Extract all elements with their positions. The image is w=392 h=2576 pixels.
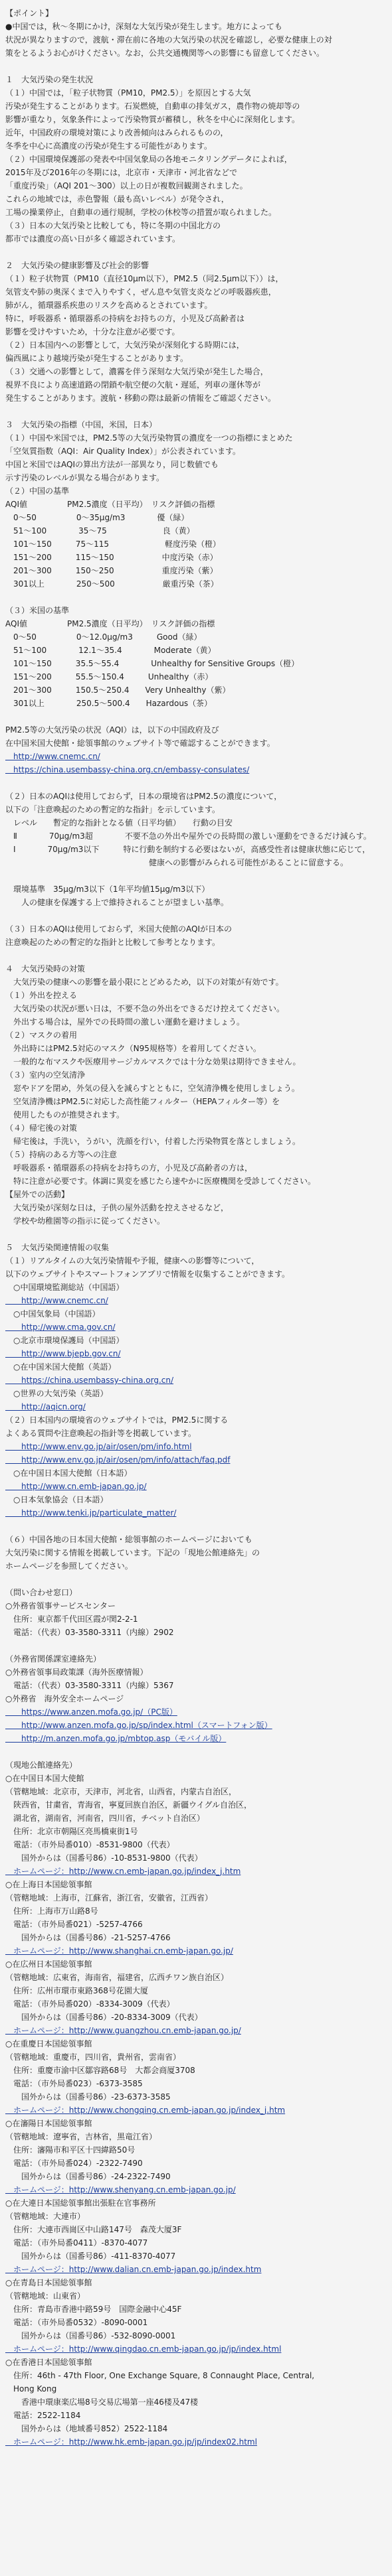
text-line: 以下の「注意喚起のための暫定的な指針」を示しています。 xyxy=(5,805,221,814)
text-line: ○外務省領事局政策課（海外医療情報） xyxy=(5,1668,148,1677)
url-link-line[interactable]: ホームページ：http://www.chongqing.cn.emb-japan.go.jp/index_j.htm xyxy=(5,2106,286,2115)
text-line: 都市では濃度の高い日が多く確認されています。 xyxy=(5,234,181,244)
url-link-line[interactable]: http://www.bjepb.gov.cn/ xyxy=(5,1349,121,1358)
text-line: 影響を受けやすいため，十分な注意が必要です。 xyxy=(5,327,180,336)
text-line: 151～200 55.5～150.4 Unhealthy（赤） xyxy=(5,672,213,681)
text-line: 在中国米国大使館・総領事館のウェブサイト等で確認することができます。 xyxy=(5,739,275,748)
text-line: （５）持病のある方等への注意 xyxy=(5,1150,118,1159)
text-line: 2015年及び2016年の冬期には，北京市・天津市・河北省などで xyxy=(5,168,238,177)
text-line: 国外からは（国番号86）-532-8090-0001 xyxy=(5,2331,176,2340)
text-line: （３）日本の大気汚染と比較しても，特に冬期の中国北方の xyxy=(5,221,221,230)
text-line: （２）日本国内への影響として，大気汚染が深刻化する時期には， xyxy=(5,340,245,350)
text-line: （２）中国環境保護部の発表や中国気象局の各地モニタリングデータによれば， xyxy=(5,155,292,164)
text-line: 状況が異なりますので，渡航・滞在前に各地の大気汚染の状況を確認し，必要な健康上の対 xyxy=(5,35,332,44)
text-line: 電話：（市外局番0411）-8370-4077 xyxy=(5,2238,148,2248)
text-line: （１）外出を控える xyxy=(5,991,78,1000)
text-line: 気管支や肺の奥深くまで入りやすく，ぜん息や気管支炎などの呼吸器疾患， xyxy=(5,287,276,297)
text-line: よくある質問や注意喚起の指針等を掲載しています。 xyxy=(5,1429,197,1438)
text-line: 帰宅後は，手洗い，うがい，洗顔を行い，付着した汚染物質を落としましょう。 xyxy=(5,1137,301,1146)
text-line: 視界不良により高速道路の閉鎖や航空便の欠航・遅延，列車の運休等が xyxy=(5,380,261,390)
text-line: 住所：重慶市渝中区鄒容路68号 大都会商厦3708 xyxy=(5,2066,195,2075)
text-line: （管轄地域：重慶市，四川省，貴州省，雲南省） xyxy=(5,2052,181,2062)
text-line: 電話：2522-1184 xyxy=(5,2411,81,2420)
text-line: ○在瀋陽日本国総領事館 xyxy=(5,2119,92,2128)
url-link-line[interactable]: http://www.cma.gov.cn/ xyxy=(5,1323,116,1332)
text-line: （３）米国の基準 xyxy=(5,606,70,615)
text-line: 電話：（市外局番010）-8531-9800（代表） xyxy=(5,1840,175,1849)
text-line: （３）日本のAQIは使用しておらず，米国大使館のAQIが日本の xyxy=(5,924,233,934)
text-line: Ⅱ 70μg/m3超 不要不急の外出や屋外での長時間の激しい運動をできるだけ減らす。 xyxy=(5,831,371,841)
text-line: 201～300 150～250 重度汚染（紫） xyxy=(5,566,218,575)
blank-line xyxy=(5,869,383,883)
text-line: ○在上海日本国総領事館 xyxy=(5,1880,92,1889)
text-line: ４ 大気汚染時の対策 xyxy=(5,964,86,973)
text-line: 51～100 35～75 良（黄） xyxy=(5,526,195,536)
text-line: 注意喚起のための暫定的な指針と比較して参考となります。 xyxy=(5,938,221,947)
text-line: ５ 大気汚染関連情報の収集 xyxy=(5,1243,110,1252)
text-line: ○在大連日本国総領事館出張駐在官事務所 xyxy=(5,2198,156,2208)
text-line: 影響が重なり，気象条件によって汚染物質が蓄積し，秋冬を中心に深刻化します。 xyxy=(5,115,300,124)
text-line: ○外務省領事サービスセンター xyxy=(5,1601,116,1610)
blank-line xyxy=(5,909,383,922)
url-link-line[interactable]: ホームページ：http://www.guangzhou.cn.emb-japan.go.jp/ xyxy=(5,2026,241,2035)
text-line: 101～150 35.5～55.4 Unhealthy for Sensitive Groups（橙） xyxy=(5,659,300,668)
url-link-line[interactable]: https://www.anzen.mofa.go.jp/（PC版） xyxy=(5,1707,177,1717)
text-line: 住所：瀋陽市和平区十四緯路50号 xyxy=(5,2145,136,2155)
text-line: ○在青島日本国総領事館 xyxy=(5,2278,92,2287)
text-line: （１）中国や米国では，PM2.5等の大気汚染物質の濃度を一つの指標にまとめた xyxy=(5,433,293,443)
text-line: ○在香港日本国総領事館 xyxy=(5,2358,92,2367)
text-line: 大気汚染の健康への影響を最小限にとどめるため，以下の対策が有効です。 xyxy=(5,977,284,987)
text-line: （管轄地域：山東省） xyxy=(5,2291,86,2301)
text-line: 「空気質指数（AQI：Air Quality Index）」が公表されています。 xyxy=(5,447,241,456)
text-line: 偏西風により越境汚染が発生することがあります。 xyxy=(5,354,189,363)
text-line: AQI値 PM2.5濃度（日平均） リスク評価の指標 xyxy=(5,619,215,628)
text-line: 特に，呼吸器系・循環器系の持病をお持ちの方，小児及び高齢者は xyxy=(5,314,245,323)
text-line: （管轄地域：広東省，海南省，福建省，広西チワン族自治区） xyxy=(5,1973,229,1982)
url-link-line[interactable]: http://www.cn.emb-japan.go.jp/ xyxy=(5,1482,147,1491)
text-line: 人の健康を保護する上で維持されることが望ましい基準。 xyxy=(5,898,229,907)
text-line: （２）日本国内の環境省のウェブサイトでは，PM2.5に関する xyxy=(5,1415,229,1425)
text-line: 住所：東京都千代田区霞が関2-2-1 xyxy=(5,1614,138,1624)
text-line: 冬季を中心に高濃度の汚染が発生する可能性があります。 xyxy=(5,141,213,151)
text-line: ●中国では，秋～冬期にかけ，深刻な大気汚染が発生します。地方によっても xyxy=(5,22,283,31)
text-line: 国外からは（国番号86）-20-8334-3009（代表） xyxy=(5,2013,203,2022)
url-link-line[interactable]: ホームページ：http://www.cn.emb-japan.go.jp/index_j.htm xyxy=(5,1867,241,1876)
url-link-line[interactable]: ホームページ：http://www.shanghai.cn.emb-japan.go.jp/ xyxy=(5,1946,233,1956)
text-line: 学校や幼稚園等の指示に従ってください。 xyxy=(5,1216,165,1226)
text-line: （問い合わせ窓口） xyxy=(5,1588,78,1597)
text-line: （管轄地域：遼寧省，吉林省，黒竜江省） xyxy=(5,2132,157,2141)
url-link-line[interactable]: ホームページ：http://www.shenyang.cn.emb-japan.go.jp/ xyxy=(5,2185,236,2194)
text-line: 電話：（市外局番023）-6373-3585 xyxy=(5,2079,143,2088)
url-link-line[interactable]: https://china.usembassy-china.org.cn/embassy-consulates/ xyxy=(5,765,250,774)
text-line: （２）マスクの着用 xyxy=(5,1031,78,1040)
url-link-line[interactable]: ホームページ：http://www.dalian.cn.emb-japan.go.jp/index.htm xyxy=(5,2265,262,2274)
text-line: 電話：（市外局番024）-2322-7490 xyxy=(5,2159,143,2168)
text-line: 住所：46th - 47th Floor, One Exchange Square, 8 Connaught Place, Central, xyxy=(5,2371,315,2380)
text-line: 101～150 75～115 軽度汚染（橙） xyxy=(5,539,221,549)
text-line: 以下のウェブサイトやスマートフォンアプリで情報を収集することができます。 xyxy=(5,1269,290,1279)
text-line: 大気汚染が深刻な日は，子供の屋外活動を控えさせるなど， xyxy=(5,1203,229,1212)
text-line: （４）帰宅後の対策 xyxy=(5,1123,78,1133)
text-line: 呼吸器系・循環器系の持病をお持ちの方，小児及び高齢者の方は， xyxy=(5,1163,253,1173)
text-line: 電話：（市外局番021）-5257-4766 xyxy=(5,1920,143,1929)
text-line: ○在中国日本国大使館（日本語） xyxy=(5,1468,132,1478)
text-line: 近年，中国政府の環境対策により改善傾向はみられるものの， xyxy=(5,128,229,137)
text-line: （３）交通への影響として，濃霧を伴う深刻な大気汚染が発生した場合， xyxy=(5,367,268,376)
text-line: 住所：北京市朝陽区亮馬橋東街1号 xyxy=(5,1827,138,1836)
text-line: 環境基準 35μg/m3以下（1年平均値15μg/m3以下） xyxy=(5,885,210,894)
text-line: これらの地域では，赤色警報（最も高いレベル）が発令され， xyxy=(5,194,229,204)
text-line: 湖北省，湖南省，河南省，四川省，チベット自治区） xyxy=(5,1814,205,1823)
blank-line xyxy=(5,1228,383,1241)
text-line: ○北京市環境保護局（中国語） xyxy=(5,1336,124,1345)
url-link-line[interactable]: http://www.cnemc.cn/ xyxy=(5,752,100,761)
text-line: ○中国環境監測総站（中国語） xyxy=(5,1283,124,1292)
blank-line xyxy=(5,591,383,604)
text-line: 空気清浄機はPM2.5に対応した高性能フィルター（HEPAフィルター等）を xyxy=(5,1097,280,1106)
text-line: 特に注意が必要です。体調に異変を感じたら速やかに医療機関を受診してください。 xyxy=(5,1177,316,1186)
text-line: （２）中国の基準 xyxy=(5,486,70,496)
text-line: ○中国気象局（中国語） xyxy=(5,1309,100,1319)
blank-line xyxy=(5,776,383,790)
text-line: 0～50 0～35μg/m3 優（緑） xyxy=(5,513,189,522)
text-line: 香港中環康楽広場8号交易広場第一座46楼及47楼 xyxy=(5,2397,199,2407)
text-line: 大気汚染の状況が悪い日は，不要不急の外出をできるだけ控えてください。 xyxy=(5,1004,285,1013)
text-line: 一般的な布マスクや医療用サージカルマスクでは十分な効果は期待できません。 xyxy=(5,1057,301,1066)
text-line: （管轄地域：上海市，江蘇省，浙江省，安徽省，江西省） xyxy=(5,1893,213,1902)
text-line: 【屋外での活動】 xyxy=(5,1190,70,1199)
blank-line xyxy=(5,1745,383,1758)
text-line: ○世界の大気汚染（英語） xyxy=(5,1389,108,1398)
text-line: 電話：（市外局番020）-8334-3009（代表） xyxy=(5,1999,175,2009)
text-line: 「重度汚染」（AQI 201～300）以上の日が複数回観測されました。 xyxy=(5,181,248,190)
text-line: ○在中国日本国大使館 xyxy=(5,1774,84,1783)
url-link-line[interactable]: http://www.env.go.jp/air/osen/pm/info.html xyxy=(5,1442,192,1451)
text-line: 国外からは（地域番号852）2522-1184 xyxy=(5,2424,168,2433)
text-line: Hong Kong xyxy=(5,2384,57,2394)
text-line: （外務省関係課室連絡先） xyxy=(5,1654,102,1664)
text-line: 国外からは（国番号86）-23-6373-3585 xyxy=(5,2092,171,2102)
text-line: 電話：（代表）03-3580-3311（内線）5367 xyxy=(5,1681,174,1690)
text-line: 汚染が発生することがあります。石炭燃焼，自動車の排気ガス，農作物の焼却等の xyxy=(5,102,300,111)
text-line: 大気汚染に関する情報を掲載しています。下記の「現地公館連絡先」の xyxy=(5,1548,260,1557)
text-line: 国外からは（国番号86）-24-2322-7490 xyxy=(5,2172,171,2181)
url-link-line[interactable]: ホームページ：http://www.qingdao.cn.emb-japan.go.jp/jp/index.html xyxy=(5,2344,282,2354)
text-line: 【ポイント】 xyxy=(5,9,54,18)
text-line: 住所：上海市万山路8号 xyxy=(5,1906,98,1916)
blank-line xyxy=(5,1573,383,1586)
text-line: 国外からは（国番号86）-10-8531-9800（代表） xyxy=(5,1853,203,1863)
text-line: ○外務省 海外安全ホームページ xyxy=(5,1694,124,1703)
text-line: 発生することがあります。渡航・移動の際は最新の情報をご確認ください。 xyxy=(5,394,276,403)
text-line: ２ 大気汚染の健康影響及び社会的影響 xyxy=(5,261,149,270)
text-line: （２）日本のAQIは使用しておらず，日本の環境省はPM2.5の濃度について， xyxy=(5,792,282,801)
text-line: （６）中国各地の日本国大使館・総領事館のホームページにおいても xyxy=(5,1535,252,1544)
url-link-line[interactable]: http://www.tenki.jp/particulate_matter/ xyxy=(5,1508,177,1518)
text-line: ホームページを参照してください。 xyxy=(5,1561,133,1571)
text-line: （現地公館連絡先） xyxy=(5,1760,78,1770)
text-line: 電話：（代表）03-3580-3311（内線）2902 xyxy=(5,1628,174,1637)
text-line: Ⅰ 70μg/m3以下 特に行動を制約する必要はないが，高感受性者は健康状態に応じて， xyxy=(5,845,371,854)
text-line: 国外からは（国番号86）-21-5257-4766 xyxy=(5,1933,171,1942)
url-link-line[interactable]: ホームページ：http://www.hk.emb-japan.go.jp/jp/index02.html xyxy=(5,2437,257,2447)
text-line: （１）粒子状物質（PM10（直径10μm以下），PM2.5（同2.5μm以下））は， xyxy=(5,274,284,283)
text-line: PM2.5等の大気汚染の状況（AQI）は，以下の中国政府及び xyxy=(5,725,219,735)
text-line: 国外からは（国番号86）-411-8370-4077 xyxy=(5,2252,176,2261)
blank-line xyxy=(5,949,383,962)
text-line: 0～50 0～12.0μg/m3 Good（緑） xyxy=(5,632,202,642)
text-line: 301以上 250.5～500.4 Hazardous（茶） xyxy=(5,699,213,708)
text-line: ○在中国米国大使館（英語） xyxy=(5,1362,116,1372)
text-line: 住所：広州市環市東路368号花園大厦 xyxy=(5,1986,148,1995)
text-line: １ 大気汚染の発生状況 xyxy=(5,75,94,84)
text-line: 51～100 12.1～35.4 Moderate（黄） xyxy=(5,646,216,655)
blank-line xyxy=(5,405,383,418)
text-line: 窓やドアを閉め，外気の侵入を減らすとともに，空気清浄機を使用しましょう。 xyxy=(5,1084,300,1093)
text-line: ３ 大気汚染の指標（中国，米国，日本） xyxy=(5,420,157,429)
url-link-line[interactable]: http://m.anzen.mofa.go.jp/mbtop.asp（モバイル版） xyxy=(5,1734,227,1743)
url-link-line[interactable]: https://china.usembassy-china.org.cn/ xyxy=(5,1376,174,1385)
text-line: 201～300 150.5～250.4 Very Unhealthy（紫） xyxy=(5,685,231,695)
text-line: 電話：（市外局番0532）-8090-0001 xyxy=(5,2318,148,2327)
url-link-line[interactable]: http://www.anzen.mofa.go.jp/sp/index.html（スマートフォン版） xyxy=(5,1721,272,1730)
text-line: 住所：大連市西崗区中山路147号 森茂大厦3F xyxy=(5,2225,182,2234)
text-line: （管轄地域：北京市，天津市，河北省，山西省，内蒙古自治区， xyxy=(5,1787,237,1796)
url-link-line[interactable]: http://aqicn.org/ xyxy=(5,1402,86,1411)
text-line: 外出する場合は，屋外での長時間の激しい運動を避けましょう。 xyxy=(5,1017,245,1027)
url-link-line[interactable]: http://www.cnemc.cn/ xyxy=(5,1296,108,1305)
text-line: 住所：青島市香港中路59号 国際金融中心45F xyxy=(5,2305,182,2314)
text-line: レベル 暫定的な指針となる値（日平均値） 行動の目安 xyxy=(5,818,233,827)
blank-line xyxy=(5,1639,383,1652)
text-line: （管轄地域：大連市） xyxy=(5,2212,86,2221)
text-line: 301以上 250～500 厳重汚染（茶） xyxy=(5,579,219,589)
text-line: 外出時にはPM2.5対応のマスク（N95規格等）を着用してください。 xyxy=(5,1044,261,1053)
text-line: 肺がん，循環器系疾患のリスクを高めるとされています。 xyxy=(5,301,213,310)
text-line: （１）中国では，「粒子状物質（PM10，PM2.5）」を原因とする大気 xyxy=(5,88,251,98)
text-line: AQI値 PM2.5濃度（日平均） リスク評価の指標 xyxy=(5,500,215,509)
blank-line xyxy=(5,1520,383,1533)
url-link-line[interactable]: http://www.env.go.jp/air/osen/pm/info/attach/faq.pdf xyxy=(5,1455,231,1465)
blank-line xyxy=(5,710,383,723)
blank-line xyxy=(5,60,383,73)
text-line: 151～200 115～150 中度汚染（赤） xyxy=(5,553,218,562)
text-line: 策をとるようお心がけください。なお，公共交通機関等への影響にも留意してください。 xyxy=(5,48,325,58)
text-line: （３）室内の空気清浄 xyxy=(5,1070,86,1080)
text-line: ○在広州日本国総領事館 xyxy=(5,1960,92,1969)
text-line: 陝西省，甘粛省，青海省，寧夏回族自治区，新疆ウイグル自治区， xyxy=(5,1800,252,1810)
text-line: ○在重慶日本国総領事館 xyxy=(5,2039,92,2048)
text-line: 中国と米国ではAQIの算出方法が一部異なり，同じ数値でも xyxy=(5,460,219,469)
text-line: 工場の操業停止，自動車の通行規制，学校の休校等の措置が取られました。 xyxy=(5,208,277,217)
text-line: 示す汚染のレベルが異なる場合があります。 xyxy=(5,473,165,482)
text-line: ○日本気象協会（日本語） xyxy=(5,1495,108,1504)
text-line: （１）リアルタイムの大気汚染情報や予報，健康への影響等について， xyxy=(5,1256,260,1265)
text-line: 健康への影響がみられる可能性があることに留意する。 xyxy=(5,858,349,867)
text-line: 使用したものが推奨されます。 xyxy=(5,1110,125,1119)
blank-line xyxy=(5,246,383,259)
